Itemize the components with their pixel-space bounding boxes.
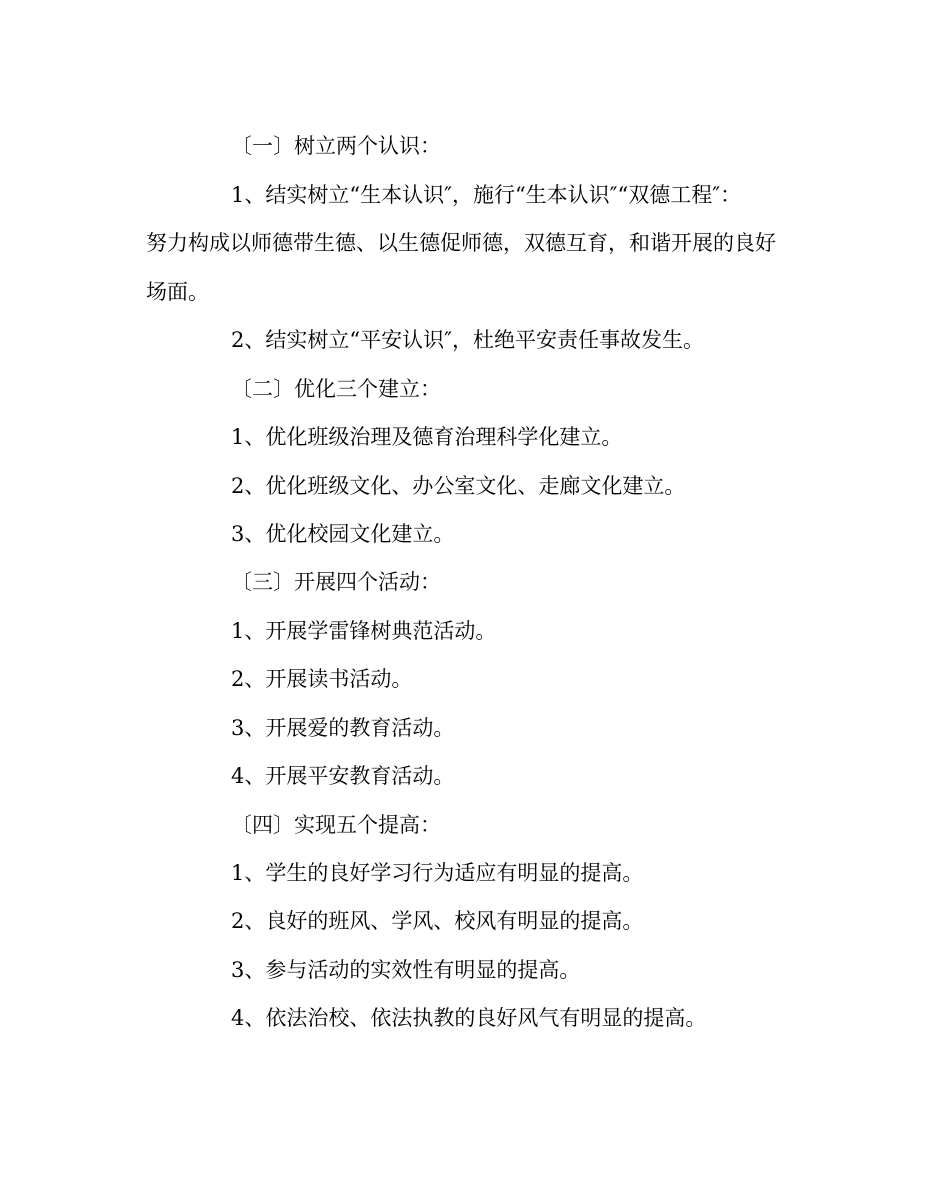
section-2-item-1: 1、优化班级治理及德育治理科学化建立。 <box>231 425 623 449</box>
section-1-item-1: 1、结实树立“生本认识″，施行“生本认识″“双德工程″： <box>231 183 742 207</box>
section-3-heading: 〔三〕开展四个活动： <box>231 570 441 594</box>
section-4-heading: 〔四〕实现五个提高： <box>231 813 441 837</box>
section-3-item-4: 4、开展平安教育活动。 <box>231 764 455 788</box>
section-3-item-1: 1、开展学雷锋树典范活动。 <box>231 619 497 643</box>
section-1-heading: 〔一〕树立两个认识： <box>231 134 441 158</box>
section-4-item-1: 1、学生的良好学习行为适应有明显的提高。 <box>231 861 644 885</box>
section-3-item-2: 2、开展读书活动。 <box>231 667 413 691</box>
section-4-item-4: 4、依法治校、依法执教的良好风气有明显的提高。 <box>231 1006 707 1030</box>
section-1-item-1-cont2: 场面。 <box>146 280 209 304</box>
section-2-heading: 〔二〕优化三个建立： <box>231 377 441 401</box>
section-2-item-2: 2、优化班级文化、办公室文化、走廊文化建立。 <box>231 474 686 498</box>
section-1-item-2: 2、结实树立“平安认识″，杜绝平安责任事故发生。 <box>231 328 704 352</box>
section-2-item-3: 3、优化校园文化建立。 <box>231 522 455 546</box>
section-4-item-3: 3、参与活动的实效性有明显的提高。 <box>231 958 581 982</box>
section-1-item-1-cont: 努力构成以师德带生德、以生德促师德，双德互育，和谐开展的良好 <box>146 231 776 255</box>
section-4-item-2: 2、良好的班风、学风、校风有明显的提高。 <box>231 909 644 933</box>
section-3-item-3: 3、开展爱的教育活动。 <box>231 716 455 740</box>
